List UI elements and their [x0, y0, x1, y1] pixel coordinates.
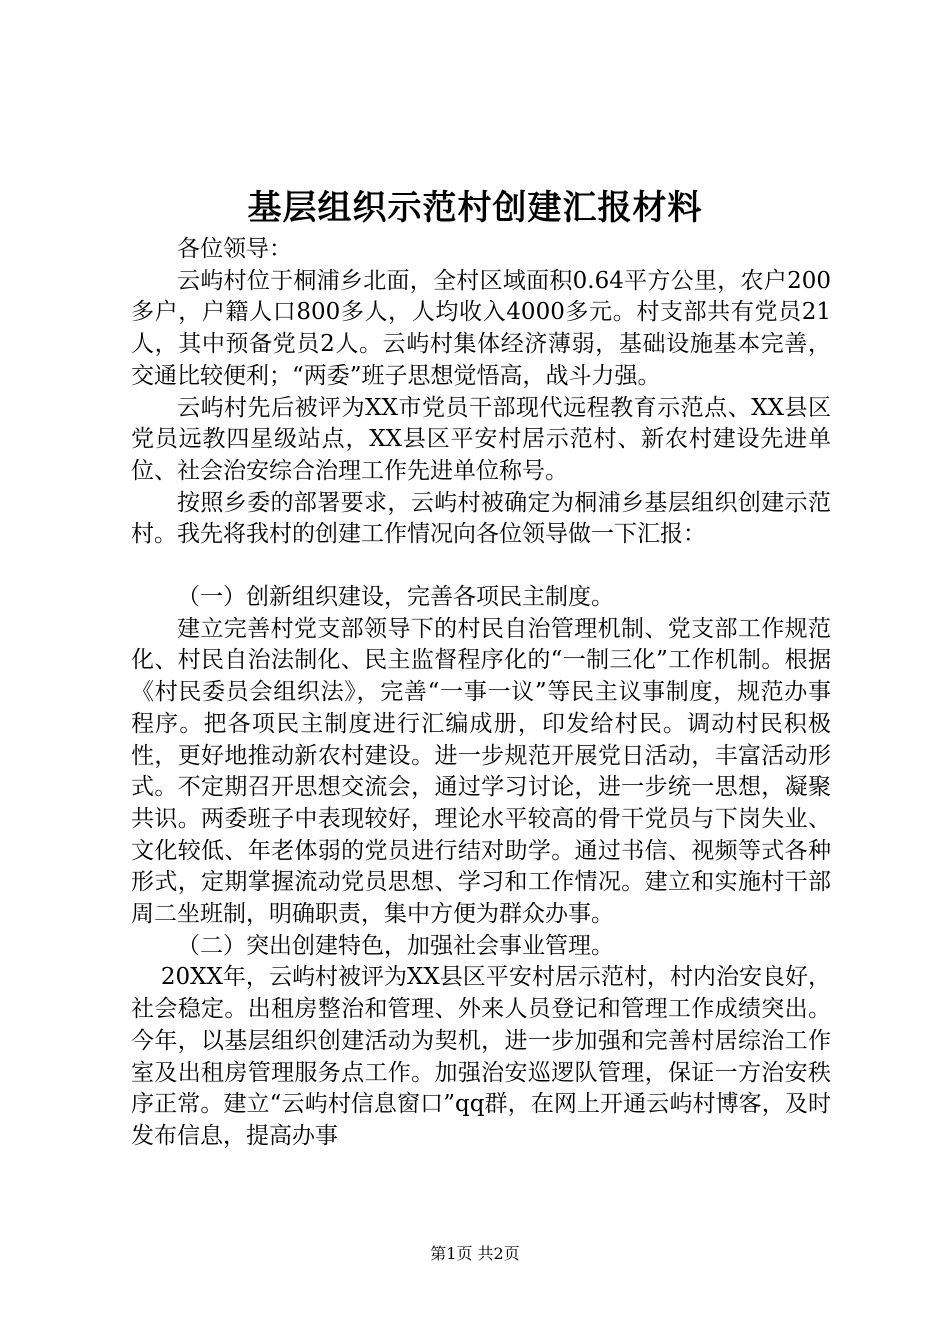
document-title: 基层组织示范村创建汇报材料	[247, 188, 703, 228]
section-1-heading: （一）创新组织建设，完善各项民主制度。	[177, 584, 614, 611]
document-body	[131, 234, 831, 1153]
section-1-body: 建立完善村党支部领导下的村民自治管理机制、党支部工作规范化、村民自治法制化、民主监督程序化的“一制三化”工作机制。根据《村民委员会组织法》，完善“一事一议”等民主议事制度，规范办事程序。把各项民主制度进行汇编成册，印发给村民。调动村民积极性，更好地推动新农村建设。进一步规范开展党日活动，丰富活动形式。不定期召开思想交流会，通过学习讨论，进一步统一思想，凝聚共识。两委班子中表现较好，理论水平较高的骨干党员与下岗失业、文化较低、年老体弱的党员进行结对助学。通过书信、视频等式各种形式，定期掌握流动党员思想、学习和工作情况。建立和实施村干部周二坐班制，明确职责，集中方便为群众办事。	[131, 615, 831, 928]
section-2-body: 20XX年，云屿村被评为XX县区平安村居示范村，村内治安良好，社会稳定。出租房整治和管理、外来人员登记和管理工作成绩突出。今年，以基层组织创建活动为契机，进一步加强和完善村居综治工作室及出租房管理服务点工作。加强治安巡逻队管理，保证一方治安秩序正常。建立“云屿村信息窗口”qq群，在网上开通云屿村博客，及时发布信息，提高办事	[131, 964, 831, 1149]
paragraph-report-opening: 按照乡委的部署要求，云屿村被确定为桐浦乡基层组织创建示范村。我先将我村的创建工作情况向各位领导做一下汇报：	[131, 489, 831, 548]
paragraph-spacer	[131, 551, 831, 582]
paragraph-honors: 云屿村先后被评为XX市党员干部现代远程教育示范点、XX县区党员远教四星级站点，XX县区平安村居示范村、新农村建设先进单位、社会治安综合治理工作先进单位称号。	[131, 394, 831, 484]
salutation: 各位领导：	[177, 236, 292, 262]
paragraph-intro: 云屿村位于桐浦乡北面，全村区域面积0.64平方公里，农户200多户，户籍人口800多人，人均收入4000多元。村支部共有党员21人，其中预备党员2人。云屿村集体经济薄弱，基础设施基本完善，交通比较便利；“两委”班子思想觉悟高，战斗力强。	[131, 267, 831, 389]
page-footer: 第1页 共2页	[430, 1244, 520, 1263]
section-2-heading: （二）突出创建特色，加强社会事业管理。	[177, 932, 614, 959]
